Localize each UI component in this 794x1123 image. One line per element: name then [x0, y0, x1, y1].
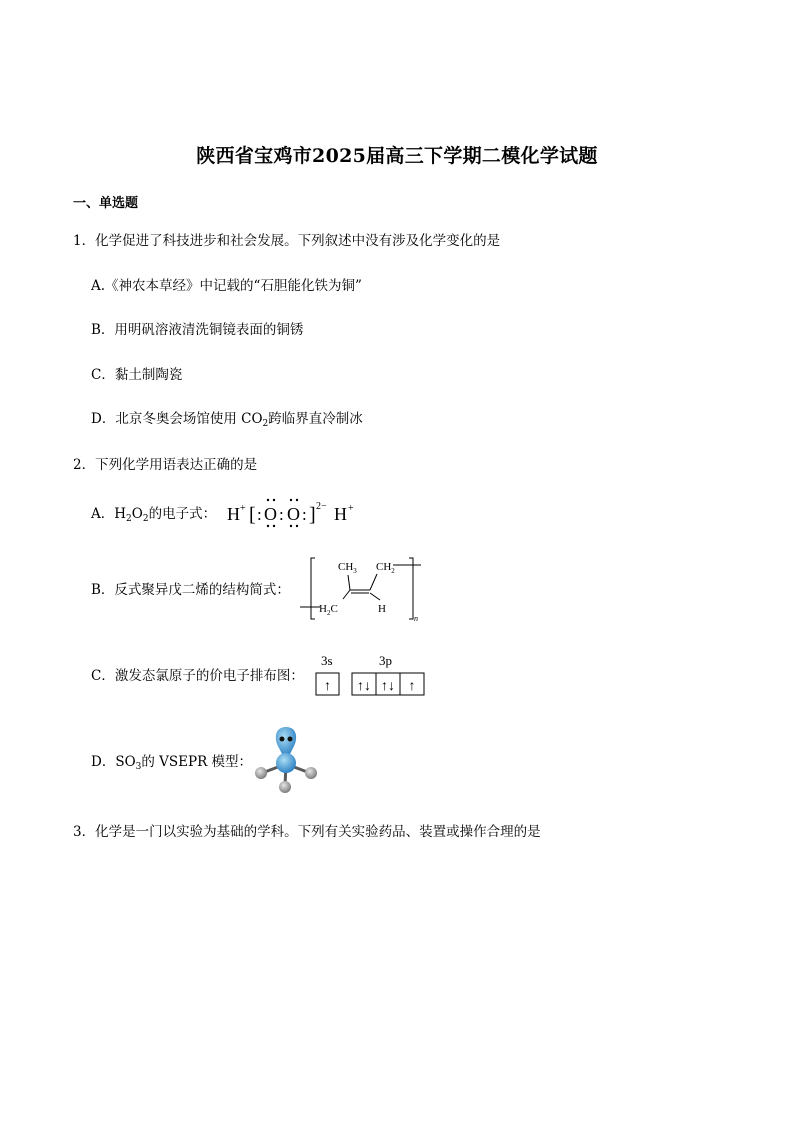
formula-left-bracket: [ — [249, 504, 256, 526]
formula-plus-left: + — [240, 503, 246, 514]
question-2-option-c: C．激发态氯原子的价电子排布图： — [91, 668, 304, 684]
orbital-diagram — [312, 651, 432, 699]
question-3-stem: 3．化学是一门以实验为基础的学科。下列有关实验药品、装置或操作合理的是 — [73, 824, 541, 840]
label-h: H — [378, 603, 386, 615]
page-title: 陕西省宝鸡市2025届高三下学期二模化学试题 — [196, 145, 598, 167]
formula-oxygen-1: O — [264, 504, 277, 524]
orbital-3s-label: 3s — [321, 653, 333, 668]
orbital-3p-electrons-1: ↑↓ — [357, 679, 371, 694]
orbital-3p-electrons-2: ↑↓ — [381, 679, 395, 694]
question-1-option-a: A.《神农本草经》中记载的“石胆能化铁为铜” — [91, 278, 362, 294]
question-1-stem: 1．化学促进了科技进步和社会发展。下列叙述中没有涉及化学变化的是 — [73, 233, 501, 249]
bond-c-h — [370, 593, 380, 600]
ligand-atom-bottom — [279, 781, 291, 793]
bond-ch2-c — [343, 590, 350, 599]
vsepr-model-image — [250, 722, 322, 794]
formula-colon-right: : — [302, 505, 307, 524]
formula-colon-middle: : — [279, 505, 284, 524]
orbital-3p-electrons-3: ↑ — [408, 679, 416, 694]
question-2-option-d: D．$SO_3$的 VSEPR 模型： — [91, 754, 253, 772]
central-atom — [276, 753, 296, 773]
label-n: n — [414, 614, 418, 623]
question-2-option-a: A．$H_2O_2$的电子式： — [91, 506, 217, 524]
formula-right-bracket: ] — [309, 504, 316, 526]
structure-right-bracket — [409, 558, 413, 619]
question-1-option-c: C．黏土制陶瓷 — [91, 367, 183, 383]
label-h2c: $H_2C$ — [319, 603, 338, 617]
question-2-stem: 2．下列化学用语表达正确的是 — [73, 457, 258, 473]
h2o2-electron-formula — [224, 494, 364, 530]
polyisoprene-structure — [300, 553, 425, 625]
formula-plus-right: + — [348, 503, 354, 514]
orbital-3p-label: 3p — [379, 653, 392, 668]
bond-c-ch2 — [370, 574, 377, 590]
formula-oxygen-2: O — [287, 504, 300, 524]
section-heading: 一、单选题 — [73, 196, 139, 211]
label-ch2: $CH_2$ — [376, 561, 395, 575]
formula-charge: 2− — [316, 501, 327, 512]
lone-pair-lobe — [276, 727, 296, 756]
formula-colon-left: : — [257, 505, 262, 524]
question-1-option-d: D．北京冬奥会场馆使用 $CO_2$跨临界直冷制冰 — [91, 411, 363, 429]
structure-left-bracket — [311, 558, 315, 619]
lone-pair-dot-1 — [280, 737, 285, 742]
lone-pair-dot-2 — [288, 737, 293, 742]
question-2-option-b: B．反式聚异戊二烯的结构简式： — [91, 582, 290, 598]
ligand-atom-right — [305, 767, 317, 779]
formula-h-right: H — [334, 504, 347, 524]
ligand-atom-left — [255, 767, 267, 779]
formula-h-left: H — [227, 504, 240, 524]
bond-c-ch3 — [348, 575, 350, 590]
question-1-option-b: B．用明矾溶液清洗铜镜表面的铜锈 — [91, 322, 304, 338]
label-ch3: $CH_3$ — [338, 561, 357, 575]
orbital-3s-electrons: ↑ — [324, 679, 331, 694]
